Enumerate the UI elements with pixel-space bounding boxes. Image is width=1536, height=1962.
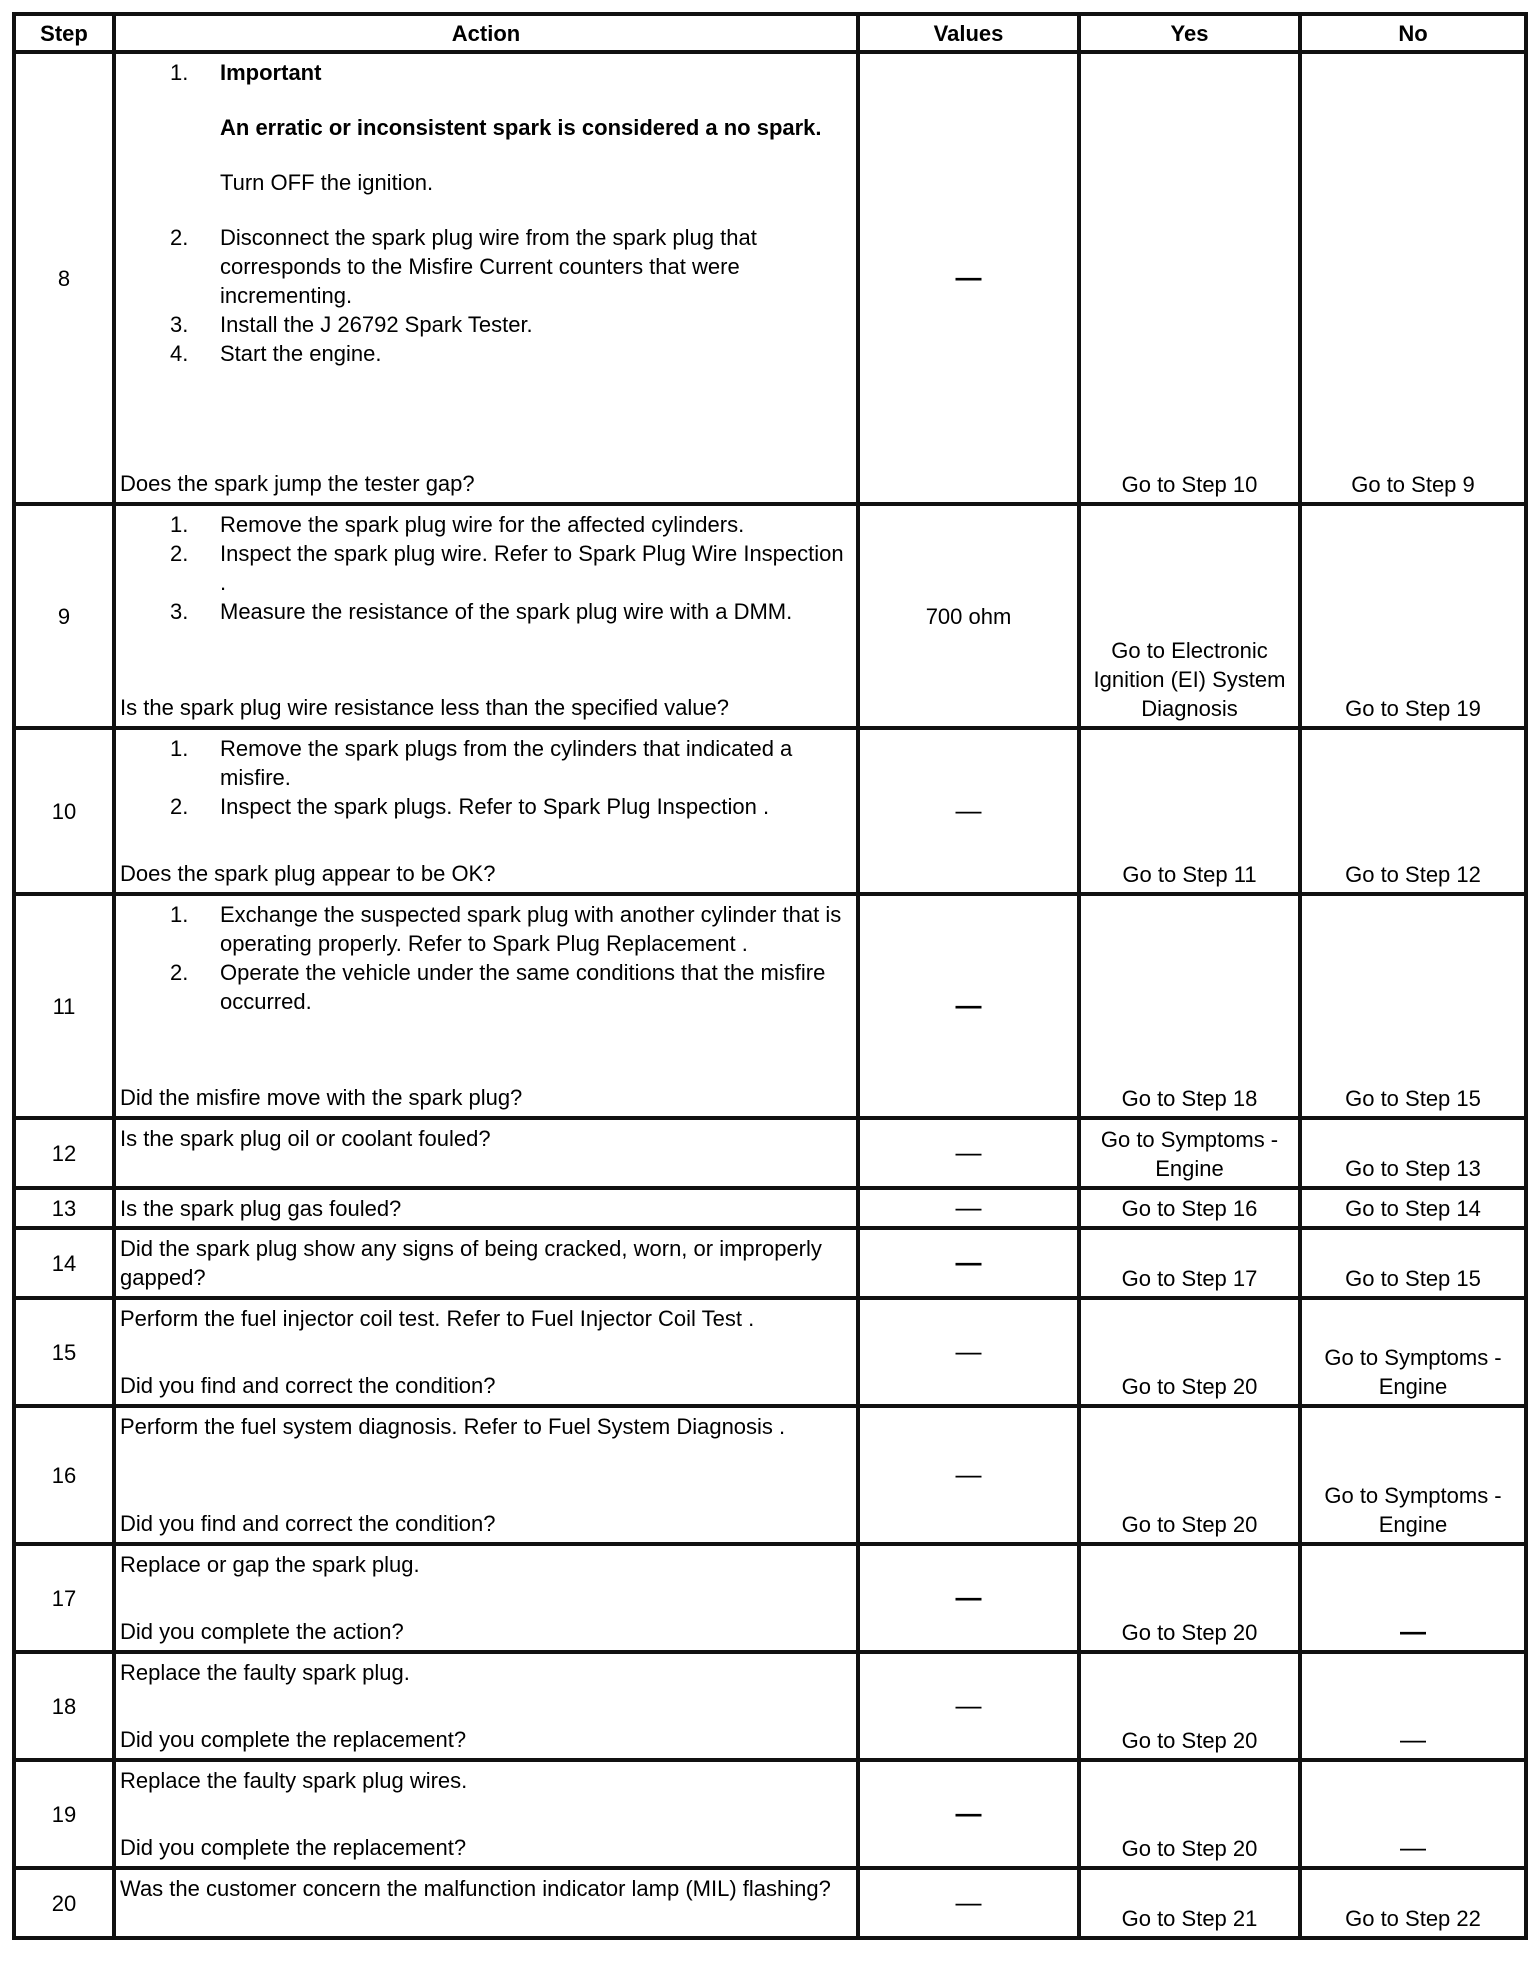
value-text: — xyxy=(955,262,982,292)
step-text: Start the engine. xyxy=(220,341,382,366)
action-step xyxy=(120,597,852,626)
yes-cell: Go to Step 18 xyxy=(1079,894,1300,1118)
step-number: 13 xyxy=(14,1188,114,1228)
action-step xyxy=(120,310,852,339)
header-yes: Yes xyxy=(1079,14,1300,52)
no-cell: Go to Symptoms - Engine xyxy=(1300,1406,1526,1544)
table-row xyxy=(14,52,1526,504)
step-number: 20 xyxy=(14,1868,114,1938)
question-text: Did you find and correct the condition? xyxy=(120,1511,496,1536)
step-text: Install the J 26792 Spark Tester. xyxy=(220,312,533,337)
action-cell xyxy=(114,1118,858,1188)
value-text: — xyxy=(955,1247,982,1277)
action-step xyxy=(120,223,852,310)
step-index: 1. xyxy=(170,736,189,761)
step-number: 9 xyxy=(14,504,114,728)
action-cell xyxy=(114,52,858,504)
question-text: Does the spark jump the tester gap? xyxy=(120,471,475,496)
yes-cell: Go to Step 21 xyxy=(1079,1868,1300,1938)
no-cell: Go to Step 12 xyxy=(1300,728,1526,894)
action-steps xyxy=(120,510,852,626)
value-cell xyxy=(858,504,1079,728)
question-text: Did you complete the replacement? xyxy=(120,1835,467,1860)
action-cell xyxy=(114,894,858,1118)
yes-cell: Go to Step 20 xyxy=(1079,1406,1300,1544)
yes-cell: Go to Step 20 xyxy=(1079,1652,1300,1760)
table-row xyxy=(14,1228,1526,1298)
value-text: — xyxy=(955,1582,982,1612)
action-cell xyxy=(114,1406,858,1544)
table-row xyxy=(14,1118,1526,1188)
step-index: 2. xyxy=(170,794,189,819)
value-cell xyxy=(858,1544,1079,1652)
action-cell xyxy=(114,728,858,894)
action-step xyxy=(120,792,852,821)
action-text: Perform the fuel system diagnosis. Refer to Fuel System Diagnosis . xyxy=(120,1414,786,1439)
action-text: Is the spark plug oil or coolant fouled? xyxy=(120,1126,491,1151)
question-text: Did you find and correct the condition? xyxy=(120,1373,496,1398)
no-text: — xyxy=(1400,1832,1426,1862)
yes-cell: Go to Step 16 xyxy=(1079,1188,1300,1228)
step-number: 8 xyxy=(14,52,114,504)
table-row xyxy=(14,1760,1526,1868)
value-cell xyxy=(858,1652,1079,1760)
no-cell: Go to Step 14 xyxy=(1300,1188,1526,1228)
table-row xyxy=(14,894,1526,1118)
yes-cell: Go to Step 17 xyxy=(1079,1228,1300,1298)
action-step xyxy=(120,958,852,1016)
value-cell xyxy=(858,1228,1079,1298)
no-cell xyxy=(1300,1544,1526,1652)
action-cell xyxy=(114,1298,858,1406)
value-cell xyxy=(858,1188,1079,1228)
header-values: Values xyxy=(858,14,1079,52)
step-number: 14 xyxy=(14,1228,114,1298)
no-cell: Go to Step 13 xyxy=(1300,1118,1526,1188)
value-cell xyxy=(858,728,1079,894)
header-no: No xyxy=(1300,14,1526,52)
table-row xyxy=(14,1544,1526,1652)
action-cell xyxy=(114,1544,858,1652)
action-steps xyxy=(120,58,852,368)
no-cell: Go to Step 22 xyxy=(1300,1868,1526,1938)
step-text: Inspect the spark plugs. Refer to Spark Plug Inspection . xyxy=(220,794,770,819)
value-cell xyxy=(858,1406,1079,1544)
step-index: 4. xyxy=(170,341,189,366)
step-text: Remove the spark plug wire for the affected cylinders. xyxy=(220,512,745,537)
value-cell xyxy=(858,1118,1079,1188)
step-index: 2. xyxy=(170,225,189,250)
yes-cell: Go to Step 20 xyxy=(1079,1544,1300,1652)
step-index: 2. xyxy=(170,960,189,985)
no-cell xyxy=(1300,1652,1526,1760)
step-number: 18 xyxy=(14,1652,114,1760)
action-text: Perform the fuel injector coil test. Refer to Fuel Injector Coil Test . xyxy=(120,1306,755,1331)
no-cell: Go to Step 15 xyxy=(1300,894,1526,1118)
question-text: Is the spark plug wire resistance less than the specified value? xyxy=(120,695,729,720)
action-cell xyxy=(114,1868,858,1938)
value-text: 700 ohm xyxy=(925,603,1012,629)
value-text: — xyxy=(955,1690,982,1720)
value-cell xyxy=(858,894,1079,1118)
value-cell xyxy=(858,1868,1079,1938)
action-cell xyxy=(114,1652,858,1760)
table-row xyxy=(14,504,1526,728)
step-number: 10 xyxy=(14,728,114,894)
step-number: 11 xyxy=(14,894,114,1118)
action-step xyxy=(120,510,852,539)
action-step xyxy=(120,539,852,597)
step-text: Operate the vehicle under the same conditions that the misfire occurred. xyxy=(220,960,826,1014)
step-text: Remove the spark plugs from the cylinders that indicated a misfire. xyxy=(220,736,793,790)
action-cell xyxy=(114,504,858,728)
value-text: — xyxy=(955,1459,982,1489)
diagnostic-table xyxy=(12,12,1528,1940)
yes-cell: Go to Step 20 xyxy=(1079,1298,1300,1406)
value-text: — xyxy=(955,990,982,1020)
step-index: 3. xyxy=(170,599,189,624)
value-text: — xyxy=(955,1137,982,1167)
action-text: Did the spark plug show any signs of being cracked, worn, or improperly gapped? xyxy=(120,1236,822,1290)
step-number: 15 xyxy=(14,1298,114,1406)
step-text: Disconnect the spark plug wire from the spark plug that corresponds to the Misfire Current counters that were incrementing. xyxy=(220,225,757,308)
important-title: Important xyxy=(220,60,322,85)
important-action: Turn OFF the ignition. xyxy=(220,170,434,195)
header-row xyxy=(14,14,1526,52)
yes-cell: Go to Step 20 xyxy=(1079,1760,1300,1868)
no-cell: Go to Symptoms - Engine xyxy=(1300,1298,1526,1406)
no-cell: Go to Step 19 xyxy=(1300,504,1526,728)
step-number: 12 xyxy=(14,1118,114,1188)
yes-cell: Go to Symptoms - Engine xyxy=(1079,1118,1300,1188)
value-cell xyxy=(858,52,1079,504)
value-cell xyxy=(858,1298,1079,1406)
table-row xyxy=(14,1406,1526,1544)
header-action: Action xyxy=(114,14,858,52)
no-cell: Go to Step 9 xyxy=(1300,52,1526,504)
question-text: Did you complete the replacement? xyxy=(120,1727,467,1752)
action-text: Is the spark plug gas fouled? xyxy=(120,1196,402,1221)
table-row xyxy=(14,1298,1526,1406)
value-text: — xyxy=(955,1887,982,1917)
action-cell xyxy=(114,1760,858,1868)
value-text: — xyxy=(955,1336,982,1366)
no-cell xyxy=(1300,1760,1526,1868)
no-cell: Go to Step 15 xyxy=(1300,1228,1526,1298)
action-text: Was the customer concern the malfunction indicator lamp (MIL) flashing? xyxy=(120,1876,831,1901)
value-text: — xyxy=(955,795,982,825)
table-row xyxy=(14,728,1526,894)
question-text: Did you complete the action? xyxy=(120,1619,404,1644)
table-row xyxy=(14,1868,1526,1938)
yes-cell: Go to Step 10 xyxy=(1079,52,1300,504)
important-note: An erratic or inconsistent spark is considered a no spark. xyxy=(220,115,822,140)
step-index: 1. xyxy=(170,60,189,85)
action-cell xyxy=(114,1228,858,1298)
table-row xyxy=(14,1188,1526,1228)
value-text: — xyxy=(955,1192,982,1222)
step-index: 3. xyxy=(170,312,189,337)
action-text: Replace the faulty spark plug. xyxy=(120,1660,410,1685)
step-text: Measure the resistance of the spark plug wire with a DMM. xyxy=(220,599,793,624)
action-text: Replace or gap the spark plug. xyxy=(120,1552,420,1577)
question-text: Did the misfire move with the spark plug? xyxy=(120,1085,523,1110)
action-steps xyxy=(120,900,852,1016)
step-number: 17 xyxy=(14,1544,114,1652)
step-number: 19 xyxy=(14,1760,114,1868)
step-text: Inspect the spark plug wire. Refer to Spark Plug Wire Inspection . xyxy=(220,541,844,595)
no-text: — xyxy=(1400,1616,1426,1646)
step-index: 1. xyxy=(170,902,189,927)
step-text: Exchange the suspected spark plug with another cylinder that is operating properly. Refer to Spark Plug Replacement . xyxy=(220,902,842,956)
header-step: Step xyxy=(14,14,114,52)
question-text: Does the spark plug appear to be OK? xyxy=(120,861,496,886)
action-step xyxy=(120,900,852,958)
action-steps xyxy=(120,734,852,821)
table-row xyxy=(14,1652,1526,1760)
action-step xyxy=(120,734,852,792)
action-cell xyxy=(114,1188,858,1228)
yes-cell: Go to Step 11 xyxy=(1079,728,1300,894)
action-step xyxy=(120,58,852,197)
value-text: — xyxy=(955,1798,982,1828)
step-index: 2. xyxy=(170,541,189,566)
action-step xyxy=(120,339,852,368)
step-index: 1. xyxy=(170,512,189,537)
yes-cell: Go to Electronic Ignition (EI) System Diagnosis xyxy=(1079,504,1300,728)
diagnostic-table-container xyxy=(12,12,1524,1948)
no-text: — xyxy=(1400,1724,1426,1754)
value-cell xyxy=(858,1760,1079,1868)
action-text: Replace the faulty spark plug wires. xyxy=(120,1768,468,1793)
step-number: 16 xyxy=(14,1406,114,1544)
